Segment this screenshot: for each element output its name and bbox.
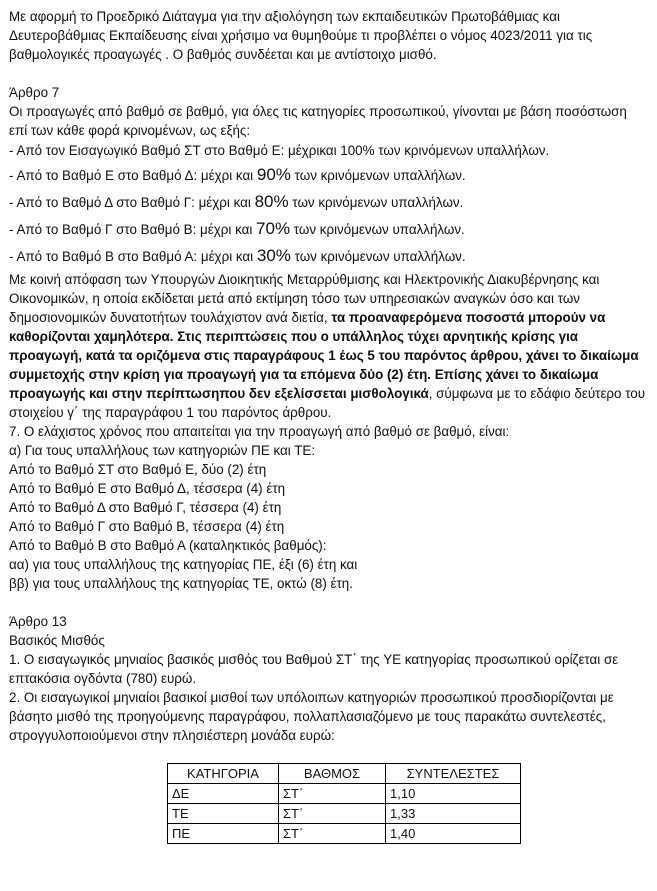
decision-line: Οικονομικών, η οποία εκδίδεται μετά από εκτίμηση τόσο των υπηρεσιακών αναγκών όσο και των [9,291,580,306]
table-row [168,824,521,844]
min-time-line: Από το Βαθμό Δ στο Βαθμό Γ, τέσσερα (4) έτη [9,500,282,515]
quota-text: - Από το Βαθμό Β στο Βαθμό Α: μέχρι και [9,249,257,264]
decision-bold-text: προαγωγής και στην περίπτωσηπου δεν εξελίσσεται μισθολογικά [9,386,429,401]
min-time-title: 7. Ο ελάχιστος χρόνος που απαιτείται για την προαγωγή από βαθμό σε βαθμό, είναι: [9,424,510,439]
min-time-line: Από το Βαθμό Γ στο Βαθμό Β, τέσσερα (4) έτη [9,519,285,534]
coefficients-table [167,763,521,844]
quota-text: των κρινόμενων υπαλλήλων. [290,249,466,264]
decision-bold-text: τα προαναφερόμενα ποσοστά μπορούν να [331,310,606,325]
quota-text: - Από το Βαθμό Ε στο Βαθμό Δ: μέχρι και [9,168,257,183]
quota-line [9,216,649,243]
article-7-lead: Οι προαγωγές από βαθμό σε βαθμό, για όλες τις κατηγορίες προσωπικού, γίνονται με βάση ποσόστωση [9,104,627,119]
min-time-line: α) Για τους υπαλλήλους των κατηγοριών ΠΕ και ΤΕ: [9,443,316,458]
table-header-cell: ΒΑΘΜΟΣ [279,764,386,784]
table-row [168,804,521,824]
decision-line [9,384,649,403]
decision-text: δημοσιονομικών δυνατοτήτων τουλάχιστον ανά διετία, [9,310,332,325]
article-13-line: επτακόσια ογδόντα (780) ευρώ. [9,671,197,686]
table-cell: ΠΕ [168,824,279,844]
decision-line [9,346,649,365]
quota-text: - Από το Βαθμό Δ στο Βαθμό Γ: μέχρι και [9,195,255,210]
quota-percent: 70% [256,219,291,238]
min-time-line: Από το Βαθμό ΣΤ στο Βαθμό Ε, δύο (2) έτη [9,462,267,477]
decision-line [9,308,649,327]
table-cell: 1,10 [386,784,521,804]
article-13-heading: Άρθρο 13 [9,614,67,629]
quota-text: - Από το Βαθμό Γ στο Βαθμό Β: μέχρι και [9,222,257,237]
quota-line: - Από τον Εισαγωγικό Βαθμό ΣΤ στο Βαθμό Ε: μέχρικαι 100% των κρινόμενων υπαλλήλων. [9,143,550,158]
quota-text: των κρινόμενων υπαλλήλων. [290,168,466,183]
table-header-cell: ΣΥΝΤΕΛΕΣΤΕΣ [386,764,521,784]
decision-line: Με κοινή απόφαση των Υπουργών Διοικητικής Μεταρρύθμισης και Ηλεκτρονικής Διακυβέρνησης και [9,272,600,287]
min-time-line: Από το Βαθμό Β στο Βαθμό Α (καταληκτικός βαθμός): [9,538,327,553]
article-13-line: 1. Ο εισαγωγικός μηνιαίος βασικός μισθός του Βαθμού ΣΤ΄ της ΥΕ κατηγορίας προσωπικού ορίζεται σε [9,652,619,667]
min-time-line: Από το Βαθμό Ε στο Βαθμό Δ, τέσσερα (4) έτη [9,481,286,496]
article-7-heading: Άρθρο 7 [9,85,60,100]
article-13-line: 2. Οι εισαγωγικοί μηνιαίοι βασικοί μισθοί των υπόλοιπων κατηγοριών προσωπικού προσδιορίζονται με [9,690,614,705]
intro-line: Με αφορμή το Προεδρικό Διάταγμα για την αξιολόγηση των εκπαιδευτικών Πρωτοβάθμιας και [9,9,560,24]
article-13-line: στρογγυλοποιούμενοι στην πλησιέστερη μονάδα ευρώ: [9,728,335,743]
table-cell: ΣΤ΄ [279,824,386,844]
article-13-line: βάσητο μισθό της προηγούμενης παραγράφου, πολλαπλασιαζόμενο με τους παρακάτω συντελεστές, [9,709,606,724]
table-header-row [168,764,521,784]
table-header-cell: ΚΑΤΗΓΟΡΙΑ [168,764,279,784]
table-cell: 1,33 [386,804,521,824]
min-time-line: αα) για τους υπαλλήλους της κατηγορίας ΠΕ, έξι (6) έτη και [9,557,358,572]
decision-line [9,365,649,384]
table-row [168,784,521,804]
document-body [9,7,649,844]
decision-bold-text: προαγωγή, κατά τα οριζόμενα στις παραγράφους 1 έως 5 του παρόντος άρθρου, χάνει το δικαίωμα [9,348,639,363]
table-cell: ΔΕ [168,784,279,804]
quota-line [9,162,649,189]
min-time-line: ββ) για τους υπαλλήλους της κατηγορίας ΤΕ, οκτώ (8) έτη. [9,576,353,591]
article-7-lead: επί των κάθε φορά κρινομένων, ως εξής: [9,123,251,138]
table-cell: ΤΕ [168,804,279,824]
quota-text: των κρινόμενων υπαλλήλων. [288,195,464,210]
quota-line [9,243,649,270]
table-cell: ΣΤ΄ [279,784,386,804]
quota-percent: 30% [256,246,291,265]
decision-line: στοιχείου γ΄ της παραγράφου 1 του παρόντος άρθρου. [9,405,332,420]
quota-percent: 80% [254,192,289,211]
table-cell: 1,40 [386,824,521,844]
decision-bold-text: συμμετοχής στην κρίση για προαγωγή για τα επόμενα δύο (2) έτη. Επίσης χάνει το δικαίωμα [9,367,599,382]
article-13-subheading: Βασικός Μισθός [9,633,105,648]
decision-bold-text: καθορίζονται χαμηλότερα. Στις περιπτώσεις που ο υπάλληλος τύχει αρνητικής κρίσης για [9,329,579,344]
decision-text: , σύμφωνα με το εδάφιο δεύτερο του [428,386,646,401]
intro-line: Δευτεροβάθμιας Εκπαίδευσης είναι χρήσιμο να θυμηθούμε τι προβλέπει ο νόμος 4023/2011 για τις [9,28,593,43]
quota-text: των κρινόμενων υπαλλήλων. [290,222,465,237]
quota-line [9,189,649,216]
intro-line: βαθμολογικές προαγωγές . Ο βαθμός συνδέεται και με αντίστοιχο μισθό. [9,47,437,62]
quota-percent: 90% [256,165,291,184]
table-cell: ΣΤ΄ [279,804,386,824]
decision-line [9,327,649,346]
